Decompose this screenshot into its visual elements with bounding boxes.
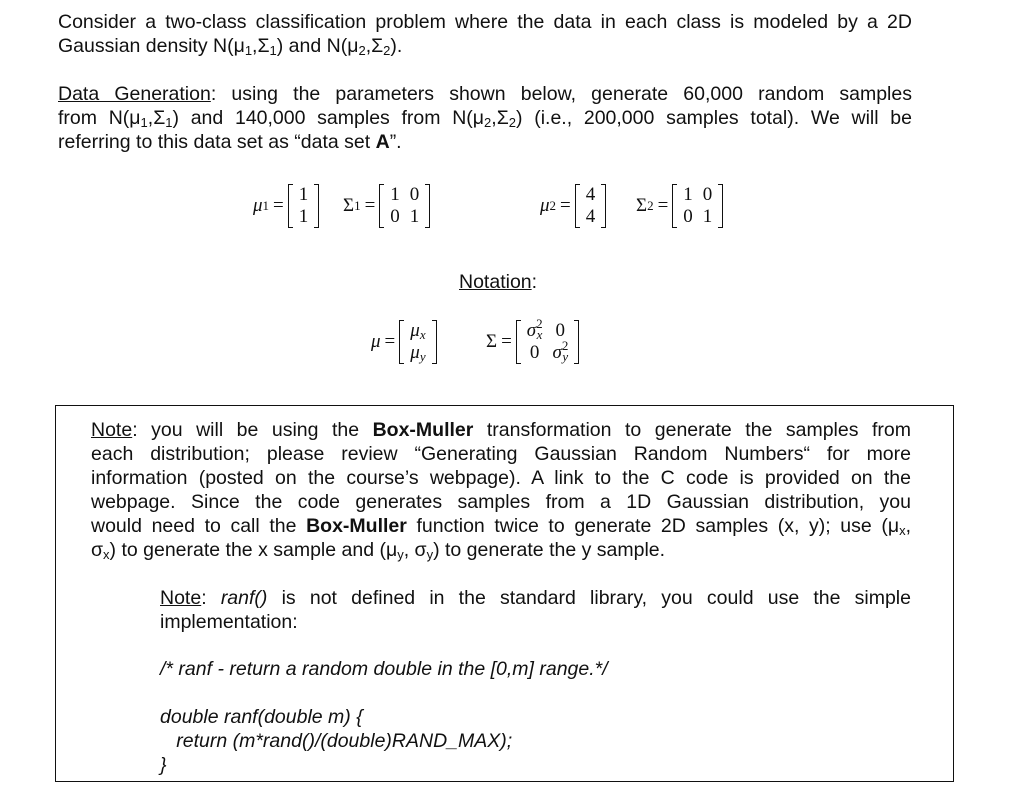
mu1-equation: μ 1 = 1 1 <box>253 184 319 228</box>
box-note-line-6: $\sigma_x$) to generate the x sample and ($\mu_y$, $\sigma_y$) to generate the y sample. <box>91 539 666 562</box>
inner-note-paragraph <box>160 586 911 634</box>
intro-paragraph <box>58 10 912 58</box>
datagen-line-3: referring to this data set as “data set A”. <box>58 131 402 153</box>
sigma2-matrix: 1 0 0 1 <box>672 184 723 228</box>
notation-heading: Notation: <box>459 271 538 293</box>
mu2-vector: 4 4 <box>575 184 607 228</box>
notation-mu-equation: μ = $\mu_x$ $\mu_y$ <box>371 320 437 364</box>
box-note-paragraph <box>91 418 911 562</box>
code-body: return (m*rand()/(double)RAND_MAX); <box>160 730 513 752</box>
data-generation-heading: Data Generation <box>58 83 211 105</box>
box-note-line-4: webpage. Since the code generates samples from a 1D Gaussian distribution, you <box>91 491 911 513</box>
sigma1-equation: Σ 1 = 1 0 0 1 <box>343 184 430 228</box>
inner-note-line-1: Note: ranf() is not defined in the standard library, you could use the simple <box>160 587 911 609</box>
mu2-equation: μ 2 = 4 4 <box>540 184 606 228</box>
mu1-vector: 1 1 <box>288 184 320 228</box>
box-note-line-2: each distribution; please review “Generating Gaussian Random Numbers“ for more <box>91 443 911 465</box>
sigma1-matrix: 1 0 0 1 <box>379 184 430 228</box>
data-generation-paragraph <box>58 82 912 154</box>
intro-line-1: Consider a two-class classification problem where the data in each class is modeled by a 2D <box>58 11 912 33</box>
box-note-line-5: would need to call the Box-Muller function twice to generate 2D samples (x, y); use ($\mu_x$, <box>91 515 911 538</box>
datagen-line-2: from $N(\mu_1,\Sigma_1)$ and 140,000 samples from $N(\mu_2,\Sigma_2)$ (i.e., 200,000 samples total). We will be <box>58 107 912 130</box>
code-comment: /* ranf - return a random double in the [0,m] range.*/ <box>160 658 608 680</box>
notation-mu-vector: $\mu_x$ $\mu_y$ <box>399 320 436 364</box>
inner-note-line-2: implementation: <box>160 611 298 633</box>
intro-line-2: Gaussian density $N(\mu_1,\Sigma_1)$ and $N(\mu_2,\Sigma_2)$. <box>58 35 403 58</box>
code-signature: double ranf(double m) { <box>160 706 363 728</box>
code-close-brace: } <box>160 754 167 776</box>
box-note-line-3: information (posted on the course’s webpage). A link to the C code is provided on the <box>91 467 911 489</box>
notation-sigma-matrix: $\sigma^2_x$ 0 0 $\sigma^2_y$ <box>516 320 579 364</box>
box-note-line-1: Note: you will be using the Box-Muller transformation to generate the samples from <box>91 419 911 441</box>
sigma2-equation: Σ 2 = 1 0 0 1 <box>636 184 723 228</box>
datagen-line-1: Data Generation: using the parameters shown below, generate 60,000 random samples <box>58 83 912 105</box>
notation-sigma-equation: Σ = $\sigma^2_x$ 0 0 $\sigma^2_y$ <box>486 320 579 364</box>
